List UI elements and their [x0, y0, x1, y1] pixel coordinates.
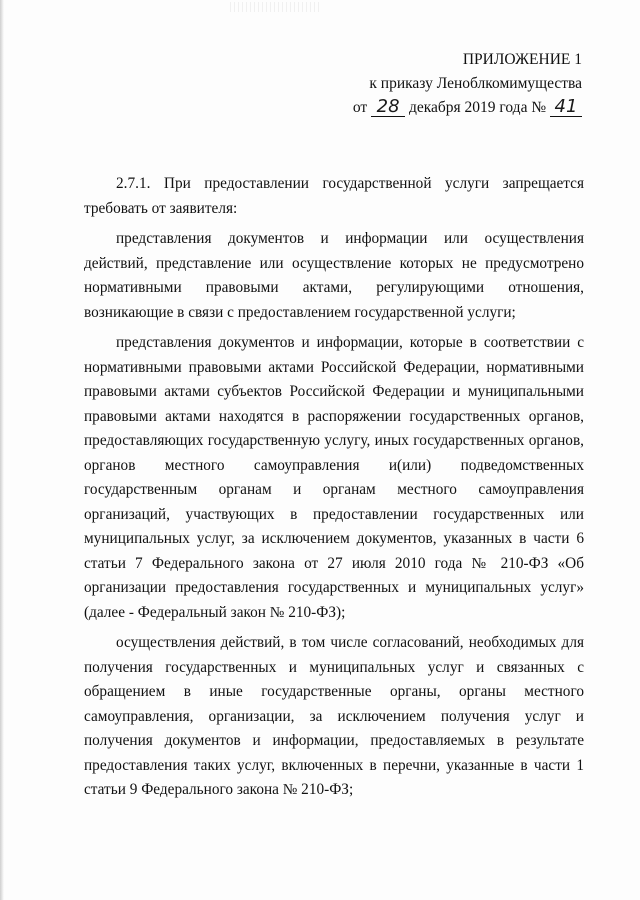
from-prefix: от	[352, 99, 368, 116]
appendix-title: ПРИЛОЖЕНИЕ 1	[462, 51, 582, 68]
paragraph-documents-information: представления документов и информации, которые в соответствии с нормативными правовыми актами Российской Федерации, нормативными правовыми актами субъектов Российской Федерации и муниципальными правовыми актами находятся в распоряжении государственных органов, предоставляющих государственную услугу, иных государственных органов, органов местного самоуправления и(или) подведомственных государственным органам и органам местного самоуправления организаций, участвующих в предоставлении государственных или муниципальных услуг, за исключением документов, указанных в части 6 статьи 7 Федерального закона от 27 июля 2010 года № 210-ФЗ «Об организации предоставления государственных и муниципальных услуг» (далее - Федеральный закон № 210-ФЗ);	[84, 334, 584, 621]
order-reference: к приказу Леноблкомимущества	[369, 75, 582, 92]
handwritten-day: 28	[371, 98, 405, 117]
paragraph-actions-approvals: осуществления действий, в том числе согласований, необходимых для получения государственных и муниципальных услуг и связанных с обращением в иные государственные органы, органы местного самоуправления, организации, за исключением получения услуг и получения документов и информации, предоставляемых в результате предоставления таких услуг, включенных в перечни, указанные в части 1 статьи 9 Федерального закона № 210-ФЗ;	[84, 634, 584, 798]
scan-edge-shadow	[0, 0, 4, 900]
document-body	[84, 172, 584, 809]
order-date-line	[262, 96, 582, 120]
date-rest: декабря 2019 года	[408, 99, 528, 116]
number-sign: №	[531, 99, 547, 116]
appendix-header	[262, 48, 582, 120]
scan-artifact	[230, 2, 320, 12]
handwritten-number: 41	[550, 98, 582, 117]
paragraph-documents-actions: представления документов и информации или осуществления действий, представление или осуществление которых не предусмотрено нормативными правовыми актами, регулирующими отношения, возникающие в связи с предоставлением государственной услуги;	[84, 230, 584, 321]
paragraph-2-7-1: 2.7.1. При предоставлении государственной услуги запрещается требовать от заявителя:	[84, 175, 584, 217]
